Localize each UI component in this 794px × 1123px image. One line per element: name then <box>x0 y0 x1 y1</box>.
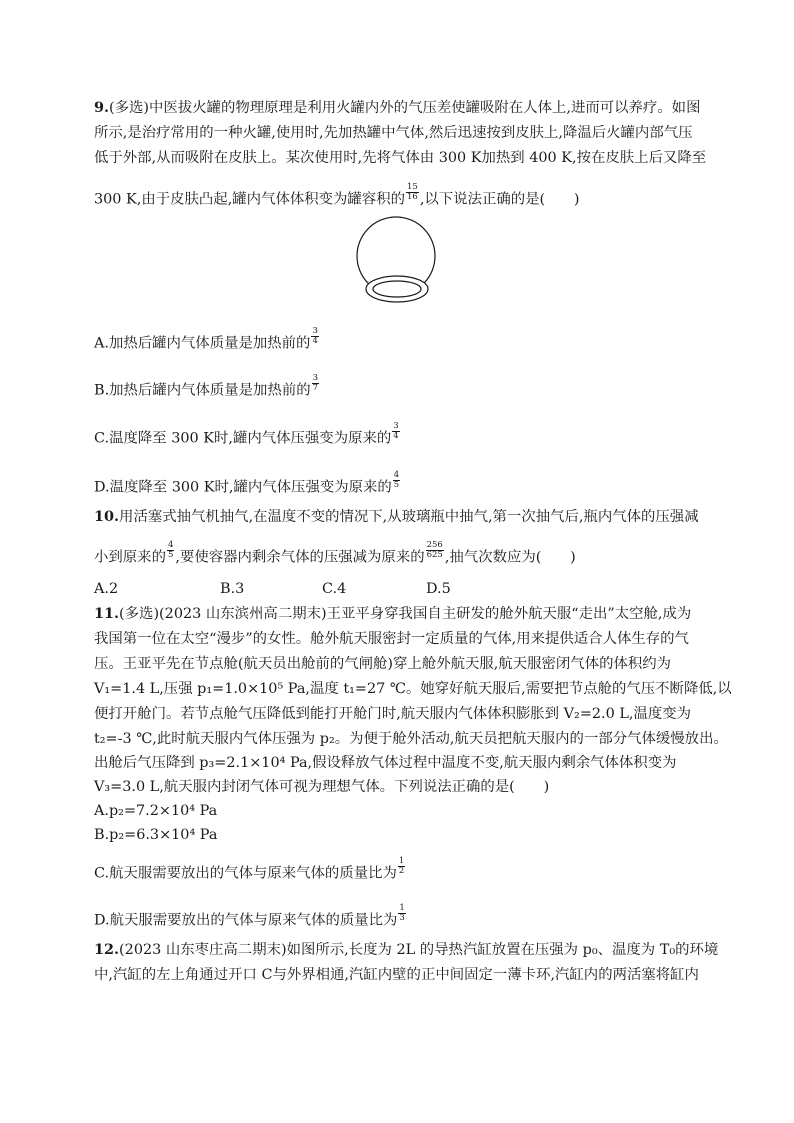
q9-line-4: 300 K,由于皮肤凸起,罐内气体体积变为罐容积的 $\frac{15}{16}$ ,以下说法正确的是( ) <box>94 182 580 208</box>
q11-line-8: V₃=3.0 L,航天服内封闭气体可视为理想气体。下列说法正确的是( ) <box>94 779 550 795</box>
q10-number: 10. <box>94 508 120 525</box>
q11-option-c: C.航天服需要放出的气体与原来气体的质量比为 $\frac{1}{2}$ <box>94 856 405 882</box>
q11-line-6: t₂=-3 ℃,此时航天服内气体压强为 p₂。为便于舱外活动,航天员把航天服内的一部分气体缓慢放出。 <box>94 731 728 747</box>
cupping-jar-diagram <box>356 214 440 306</box>
q12-number: 12. <box>94 941 120 958</box>
q11-option-d-fraction: $\frac{1}{3}$ <box>399 903 405 923</box>
q10-option-c: C.4 <box>322 581 347 597</box>
q11-option-a: A.p₂=7.2×10⁴ Pa <box>94 803 218 819</box>
q9-line-1 <box>94 99 700 117</box>
q9-line-3: 低于外部,从而吸附在皮肤上。某次使用时,先将气体由 300 K加热到 400 K,按在皮肤上后又降至 <box>94 150 707 166</box>
q9-option-d-fraction: $\frac{4}{5}$ <box>393 470 400 490</box>
q9-option-c: C.温度降至 300 K时,罐内气体压强变为原来的 $\frac{3}{4}$ <box>94 421 399 447</box>
q9-number: 9. <box>94 99 110 116</box>
q11-line-2: 我国第一位在太空“漫步”的女性。舱外航天服密封一定质量的气体,用来提供适合人体生存的气 <box>94 631 689 647</box>
q9-text-1: (多选)中医拔火罐的物理原理是利用火罐内外的气压差使罐吸附在人体上,进而可以养疗。如图 <box>109 100 701 116</box>
q11-option-d: D.航天服需要放出的气体与原来气体的质量比为 $\frac{1}{3}$ <box>94 903 405 929</box>
q11-line-3: 压。王亚平先在节点舱(航天员出舱前的气闸舱)穿上舱外航天服,航天服密闭气体的体积约为 <box>94 656 672 672</box>
q9-option-a-fraction: $\frac{3}{4}$ <box>312 326 318 346</box>
jar-rim-outer <box>366 276 428 302</box>
q10-line-2: 小到原来的 $\frac{4}{5}$ ,要使容器内剩余气体的压强减为原来的 $\frac{256}{625}$ ,抽气次数应为( ) <box>94 540 576 566</box>
q11-number: 11. <box>94 605 120 622</box>
q12-line-1: 12.(2023 山东枣庄高二期末)如图所示,长度为 2L 的导热汽缸放置在压强为 p₀、温度为 T₀的环境 <box>94 941 719 958</box>
q9-option-d: D.温度降至 300 K时,罐内气体压强变为原来的 $\frac{4}{5}$ <box>94 470 400 496</box>
q9-option-b: B.加热后罐内气体质量是加热前的 $\frac{3}{7}$ <box>94 373 319 399</box>
q9-option-a: A.加热后罐内气体质量是加热前的 $\frac{3}{4}$ <box>94 326 318 352</box>
q11-line-7: 出舱后气压降到 p₃=2.1×10⁴ Pa,假设释放气体过程中温度不变,航天服内剩余气体体积变为 <box>94 755 677 771</box>
q10-option-b: B.3 <box>220 581 245 597</box>
q12-line-2: 中,汽缸的左上角通过开口 C与外界相通,汽缸内壁的正中间固定一薄卡环,汽缸内的两活塞将缸内 <box>94 967 699 983</box>
q11-line-5: 便打开舱门。若节点舱气压降低到能打开舱门时,航天服内气体体积膨胀到 V₂=2.0 L,温度变为 <box>94 706 692 722</box>
q11-line-4: V₁=1.4 L,压强 p₁=1.0×10⁵ Pa,温度 t₁=27 ℃。她穿好航天服后,需要把节点舱的气压不断降低,以 <box>94 681 732 697</box>
q11-line-1: 11.(多选)(2023 山东滨州高二期末)王亚平身穿我国自主研发的舱外航天服“走出”太空舱,成为 <box>94 605 692 622</box>
q10-option-a: A.2 <box>94 581 119 597</box>
q11-option-b: B.p₂=6.3×10⁴ Pa <box>94 827 218 843</box>
q9-option-c-fraction: $\frac{3}{4}$ <box>393 421 399 441</box>
q10-line-1: 10.用活塞式抽气机抽气,在温度不变的情况下,从玻璃瓶中抽气,第一次抽气后,瓶内气体的压强减 <box>94 508 699 525</box>
q10-fraction-1: $\frac{4}{5}$ <box>167 540 174 560</box>
q10-fraction-2: $\frac{256}{625}$ <box>426 540 443 560</box>
q10-option-d: D.5 <box>426 581 451 597</box>
q9-fraction: $\frac{15}{16}$ <box>406 182 418 202</box>
q9-option-b-fraction: $\frac{3}{7}$ <box>312 373 319 393</box>
q9-line-2: 所示,是治疗常用的一种火罐,使用时,先加热罐中气体,然后迅速按到皮肤上,降温后火罐内部气压 <box>94 125 693 141</box>
q11-option-c-fraction: $\frac{1}{2}$ <box>398 856 405 876</box>
q10-options <box>94 580 494 598</box>
